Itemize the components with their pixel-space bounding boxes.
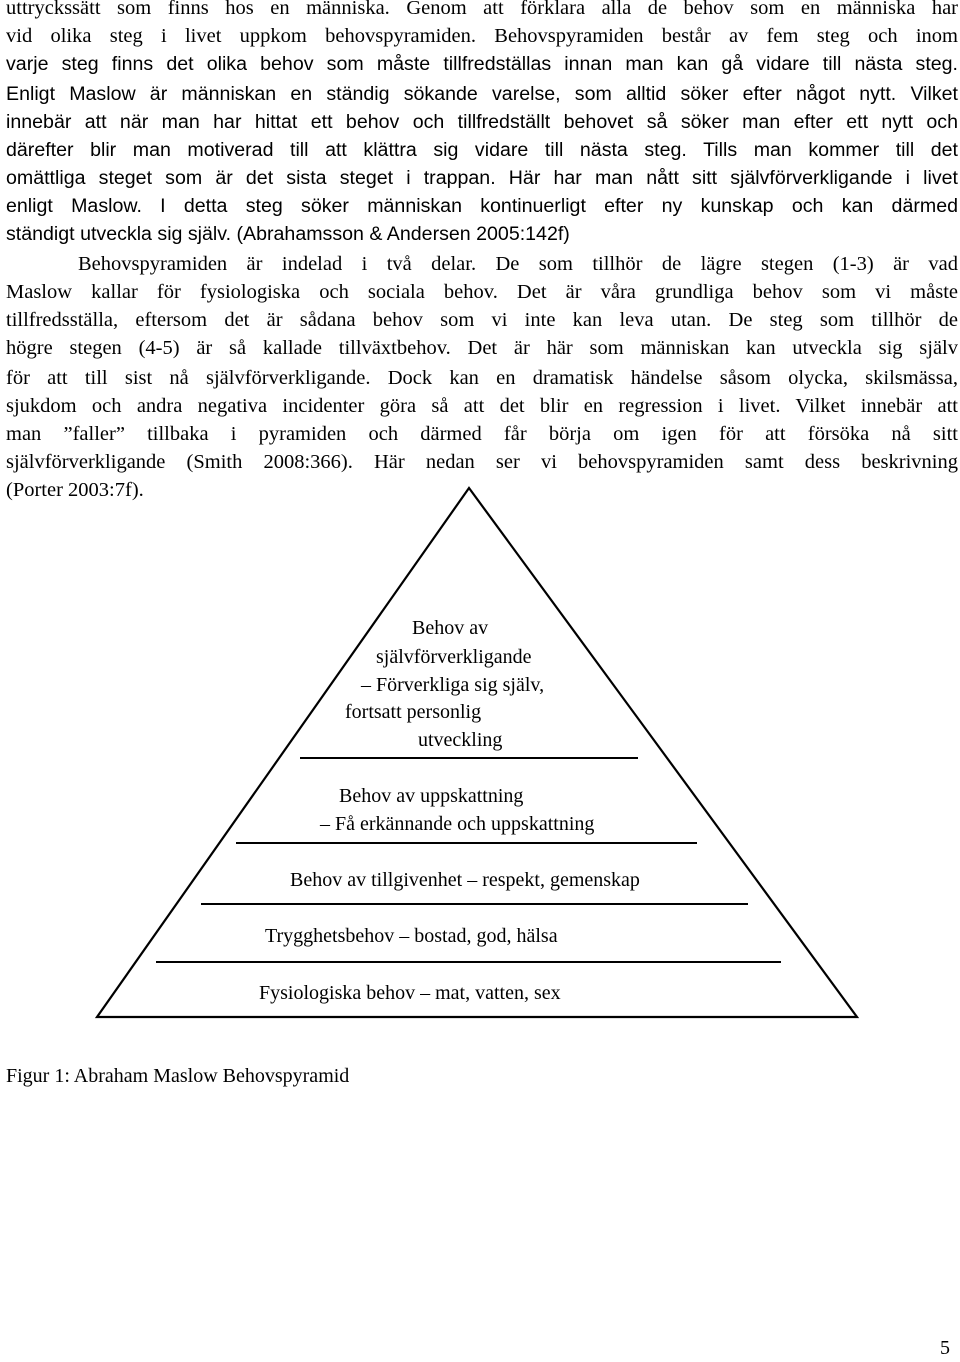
pyramid-level-3: Behov av tillgivenhet – respekt, gemenskap <box>290 869 640 891</box>
pyramid-level-5-line: fortsatt personlig <box>345 701 482 723</box>
text-line: högre stegen (4-5) är så kallade tillväxtbehov. Det är här som människan kan utveckla sig själv <box>6 337 958 359</box>
pyramid-level-5-line: Behov av <box>412 617 489 639</box>
text-line: omättliga steget som är det sista steget i trappan. Här har man nått sitt självförverkligande i livet <box>6 167 958 189</box>
text-line: tillfredsställa, eftersom det är sådana behov som vi inte kan leva utan. De steg som tillhör de <box>6 309 958 331</box>
pyramid-level-4-line: Behov av uppskattning <box>339 785 524 807</box>
figure-caption: Figur 1: Abraham Maslow Behovspyramid <box>6 1065 350 1087</box>
text-line: Maslow kallar för fysiologiska och sociala behov. Det är våra grundliga behov som vi måste <box>6 281 958 303</box>
pyramid-level-5-line: självförverkligande <box>376 646 532 668</box>
text-line: Behovspyramiden är indelad i två delar. De som tillhör de lägre stegen (1-3) är vad <box>78 253 958 275</box>
pyramid-level-5-line: utveckling <box>418 729 503 751</box>
text-line: (Porter 2003:7f). <box>6 479 144 501</box>
text-line: Enligt Maslow är människan en ständig sökande varelse, som alltid söker efter något nytt. Vilket <box>6 83 958 105</box>
text-line: varje steg finns det olika behov som måste tillfredställas innan man kan gå vidare till nästa steg. <box>6 53 958 75</box>
text-line: enligt Maslow. I detta steg söker människan kontinuerligt efter ny kunskap och kan därmed <box>6 195 958 217</box>
pyramid-level-4-line: – Få erkännande och uppskattning <box>320 813 595 835</box>
text-line: ständigt utveckla sig själv. (Abrahamsson & Andersen 2005:142f) <box>6 223 570 245</box>
text-line: uttryckssätt som finns hos en människa. Genom att förklara alla de behov som en människa har <box>6 0 958 19</box>
text-line: sjukdom och andra negativa incidenter göra så att det blir en regression i livet. Vilket innebär att <box>6 395 958 417</box>
text-line: vid olika steg i livet uppkom behovspyramiden. Behovspyramiden består av fem steg och inom <box>6 25 958 47</box>
page-number: 5 <box>940 1337 950 1359</box>
pyramid-level-5-line: – Förverkliga sig själv, <box>361 674 545 696</box>
pyramid-level-2: Trygghetsbehov – bostad, god, hälsa <box>265 925 558 947</box>
text-line: självförverkligande (Smith 2008:366). Här nedan ser vi behovspyramiden samt dess beskrivning <box>6 451 958 473</box>
text-line: därefter blir man motiverad till att klättra sig vidare till nästa steg. Tills man kommer till det <box>6 139 958 161</box>
text-line: för att till sist nå självförverkligande. Dock kan en dramatisk händelse såsom olycka, skilsmässa, <box>6 367 958 389</box>
text-line: innebär att när man har hittat ett behov och tillfredställt behovet så söker man efter ett nytt och <box>6 111 958 133</box>
pyramid-level-1: Fysiologiska behov – mat, vatten, sex <box>259 982 561 1004</box>
text-line: man ”faller” tillbaka i pyramiden och därmed får börja om igen för att försöka nå sitt <box>6 423 958 445</box>
